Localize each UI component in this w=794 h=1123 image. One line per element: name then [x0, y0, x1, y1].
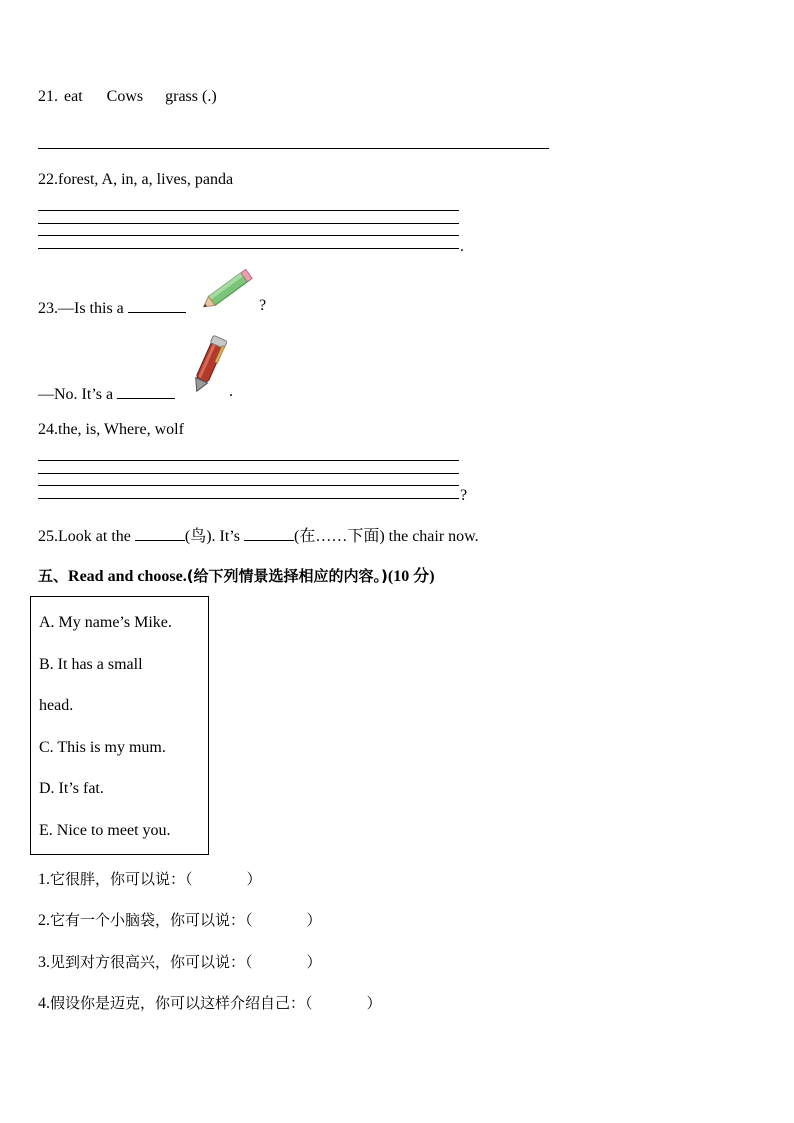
q25	[38, 524, 479, 547]
q22-prompt: 22.forest, A, in, a, lives, panda	[38, 171, 234, 188]
q-close: ）	[306, 953, 322, 971]
q24-line-1[interactable]	[38, 460, 459, 461]
section-points: (10 分)	[387, 568, 435, 585]
q-number: 2.	[38, 912, 50, 929]
scenario-question-4	[38, 993, 382, 1014]
q21-word-3: grass (.)	[165, 88, 217, 105]
option-b: B. It has a small	[39, 656, 143, 673]
q21-word-1: eat	[64, 88, 83, 105]
q21	[38, 87, 217, 107]
pen-icon	[186, 332, 232, 398]
q21-answer-line[interactable]	[38, 148, 549, 149]
q23-period: .	[229, 383, 233, 400]
q-close: ）	[306, 911, 322, 929]
q25-blank-1[interactable]	[135, 524, 185, 541]
q23-blank-2[interactable]	[117, 382, 175, 399]
scenario-question-3	[38, 952, 322, 973]
option-d: D. It’s fat.	[39, 780, 104, 797]
q22-line-4[interactable]	[38, 248, 459, 249]
section-title: Read and choose.	[68, 568, 187, 585]
q21-number: 21.	[38, 88, 58, 105]
q-close: ）	[366, 994, 382, 1012]
q-close: ）	[246, 870, 262, 888]
q21-word-2: Cows	[106, 88, 144, 105]
q22-line-3[interactable]	[38, 235, 459, 236]
q25-start: 25.Look at the	[38, 528, 131, 545]
q24-prompt: 24.the, is, Where, wolf	[38, 421, 184, 438]
q23-line-2	[38, 382, 175, 405]
q-number: 3.	[38, 954, 50, 971]
q23-question: 23.—Is this a	[38, 300, 124, 317]
q23-question-mark: ?	[259, 297, 267, 314]
option-b-continued: head.	[39, 697, 74, 714]
q-number: 4.	[38, 995, 50, 1012]
option-a: A. My name’s Mike.	[39, 614, 172, 631]
q-text: 见到对方很高兴，你可以说：（	[50, 953, 253, 971]
q23-line-1	[38, 296, 186, 319]
q25-hint-2: (在……下面) the chair now.	[293, 528, 479, 545]
q-number: 1.	[38, 871, 50, 888]
q-text: 它很胖，你可以说：（	[50, 870, 193, 888]
q25-hint-1: (鸟). It’s	[184, 528, 240, 545]
option-c: C. This is my mum.	[39, 739, 166, 756]
q22-line-2[interactable]	[38, 223, 459, 224]
q24-line-2[interactable]	[38, 473, 459, 474]
scenario-question-1	[38, 869, 262, 890]
q23-answer: —No. It’s a	[38, 386, 114, 403]
q25-blank-2[interactable]	[244, 524, 294, 541]
section-instruction: (给下列情景选择相应的内容。)	[186, 567, 388, 585]
q23-blank-1[interactable]	[128, 296, 186, 313]
q-text: 它有一个小脑袋，你可以说：（	[50, 911, 253, 929]
section-5-heading	[38, 566, 435, 587]
q24-line-4[interactable]	[38, 498, 459, 499]
scenario-question-2	[38, 910, 322, 931]
q22-line-1[interactable]	[38, 210, 459, 211]
q-text: 假设你是迈克，你可以这样介绍自己：（	[50, 994, 313, 1012]
section-number: 五、	[38, 567, 69, 585]
q24-line-3[interactable]	[38, 485, 459, 486]
q22-period: .	[460, 238, 464, 255]
options-box	[30, 596, 209, 855]
option-e: E. Nice to meet you.	[39, 822, 171, 839]
pencil-icon	[196, 266, 262, 312]
q24-question-mark: ?	[460, 487, 468, 504]
